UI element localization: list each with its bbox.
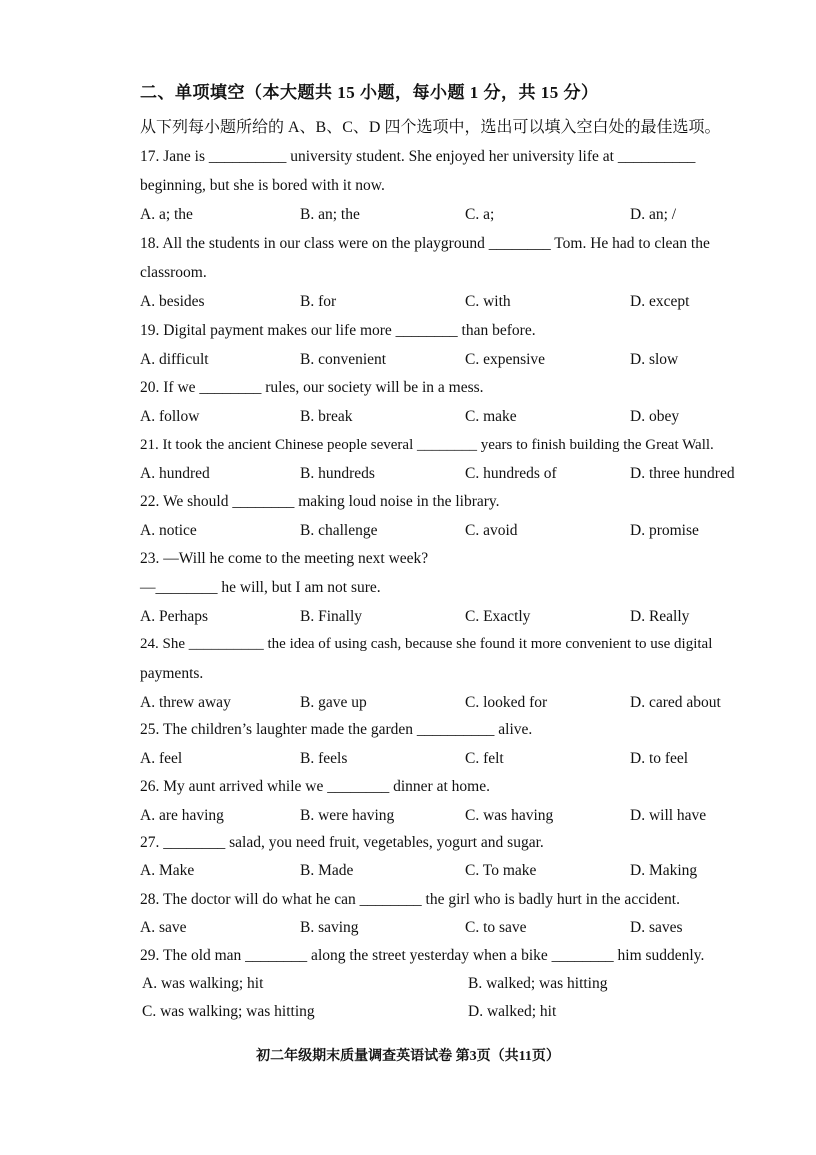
question-28-option-c: C. to save [465,919,527,936]
question-18-option-b: B. for [300,293,337,310]
question-17-stem-line-2: beginning, but she is bored with it now. [140,177,385,194]
question-22-option-d: D. promise [630,522,699,539]
question-20-option-c: C. make [465,408,517,425]
question-21-option-d: D. three hundred [630,465,735,482]
question-22-option-a: A. notice [140,522,197,539]
question-29-option-d: D. walked; hit [468,1003,557,1020]
question-25-option-c: C. felt [465,750,504,767]
question-20-option-a: A. follow [140,408,200,425]
question-29-option-b: B. walked; was hitting [468,975,608,992]
question-27-option-d: D. Making [630,862,698,879]
question-23-option-b: B. Finally [300,608,363,625]
question-23-stem-line-1: 23. —Will he come to the meeting next week? [140,550,429,567]
question-19-option-a: A. difficult [140,351,209,368]
question-19-option-d: D. slow [630,351,679,368]
question-22-option-c: C. avoid [465,522,518,539]
question-24-option-d: D. cared about [630,694,721,711]
question-18-option-c: C. with [465,293,511,310]
question-21-stem: 21. It took the ancient Chinese people several ________ years to finish building the Great Wall. [140,437,714,453]
question-22-option-b: B. challenge [300,522,378,539]
question-17-option-b: B. an; the [300,206,360,223]
question-17-stem-line-1: 17. Jane is __________ university student. She enjoyed her university life at __________ [140,148,696,165]
question-18-stem-line-1: 18. All the students in our class were on the playground ________ Tom. He had to clean the [140,235,710,252]
question-25-option-d: D. to feel [630,750,689,767]
question-22-stem: 22. We should ________ making loud noise in the library. [140,493,500,510]
section-instruction: 从下列每小题所给的 A、B、C、D 四个选项中，选出可以填入空白处的最佳选项。 [140,119,721,136]
question-19-option-b: B. convenient [300,351,387,368]
question-17-option-a: A. a; the [140,206,193,223]
question-17-option-d: D. an; / [630,206,677,223]
question-23-stem-line-2: —________ he will, but I am not sure. [140,579,381,596]
question-23-option-a: A. Perhaps [140,608,209,625]
question-19-option-c: C. expensive [465,351,546,368]
question-29-stem: 29. The old man ________ along the street yesterday when a bike ________ him suddenly. [140,947,705,964]
question-28-option-a: A. save [140,919,187,936]
question-21-option-a: A. hundred [140,465,210,482]
question-21-option-c: C. hundreds of [465,465,557,482]
question-18-option-d: D. except [630,293,690,310]
question-25-option-b: B. feels [300,750,348,767]
question-27-option-b: B. Made [300,862,354,879]
question-27-stem: 27. ________ salad, you need fruit, vegetables, yogurt and sugar. [140,834,544,851]
question-20-option-b: B. break [300,408,353,425]
question-28-stem: 28. The doctor will do what he can ________ the girl who is badly hurt in the accident. [140,891,680,908]
question-24-stem-line-1: 24. She __________ the idea of using cash, because she found it more convenient to use digital [140,636,713,652]
question-24-option-c: C. looked for [465,694,548,711]
question-18-stem-line-2: classroom. [140,264,207,281]
question-28-option-d: D. saves [630,919,683,936]
question-26-option-b: B. were having [300,807,395,824]
question-26-stem: 26. My aunt arrived while we ________ dinner at home. [140,778,490,795]
question-25-option-a: A. feel [140,750,183,767]
question-20-stem: 20. If we ________ rules, our society will be in a mess. [140,379,484,396]
question-24-option-b: B. gave up [300,694,367,711]
question-17-option-c: C. a; [465,206,495,223]
question-18-option-a: A. besides [140,293,205,310]
question-27-option-a: A. Make [140,862,195,879]
question-24-stem-line-2: payments. [140,665,204,682]
question-26-option-a: A. are having [140,807,224,824]
question-25-stem: 25. The children’s laughter made the garden __________ alive. [140,721,533,738]
question-27-option-c: C. To make [465,862,537,879]
question-20-option-d: D. obey [630,408,680,425]
question-28-option-b: B. saving [300,919,359,936]
question-23-option-c: C. Exactly [465,608,531,625]
question-26-option-c: C. was having [465,807,554,824]
section-title: 二、单项填空（本大题共 15 小题，每小题 1 分，共 15 分） [140,83,599,102]
question-26-option-d: D. will have [630,807,707,824]
question-24-option-a: A. threw away [140,694,231,711]
question-19-stem: 19. Digital payment makes our life more ________ than before. [140,322,536,339]
question-23-option-d: D. Really [630,608,690,625]
question-21-option-b: B. hundreds [300,465,375,482]
page-footer: 初二年级期末质量调查英语试卷 第3页（共11页） [256,1049,560,1064]
question-29-option-a: A. was walking; hit [142,975,264,992]
question-29-option-c: C. was walking; was hitting [142,1003,315,1020]
